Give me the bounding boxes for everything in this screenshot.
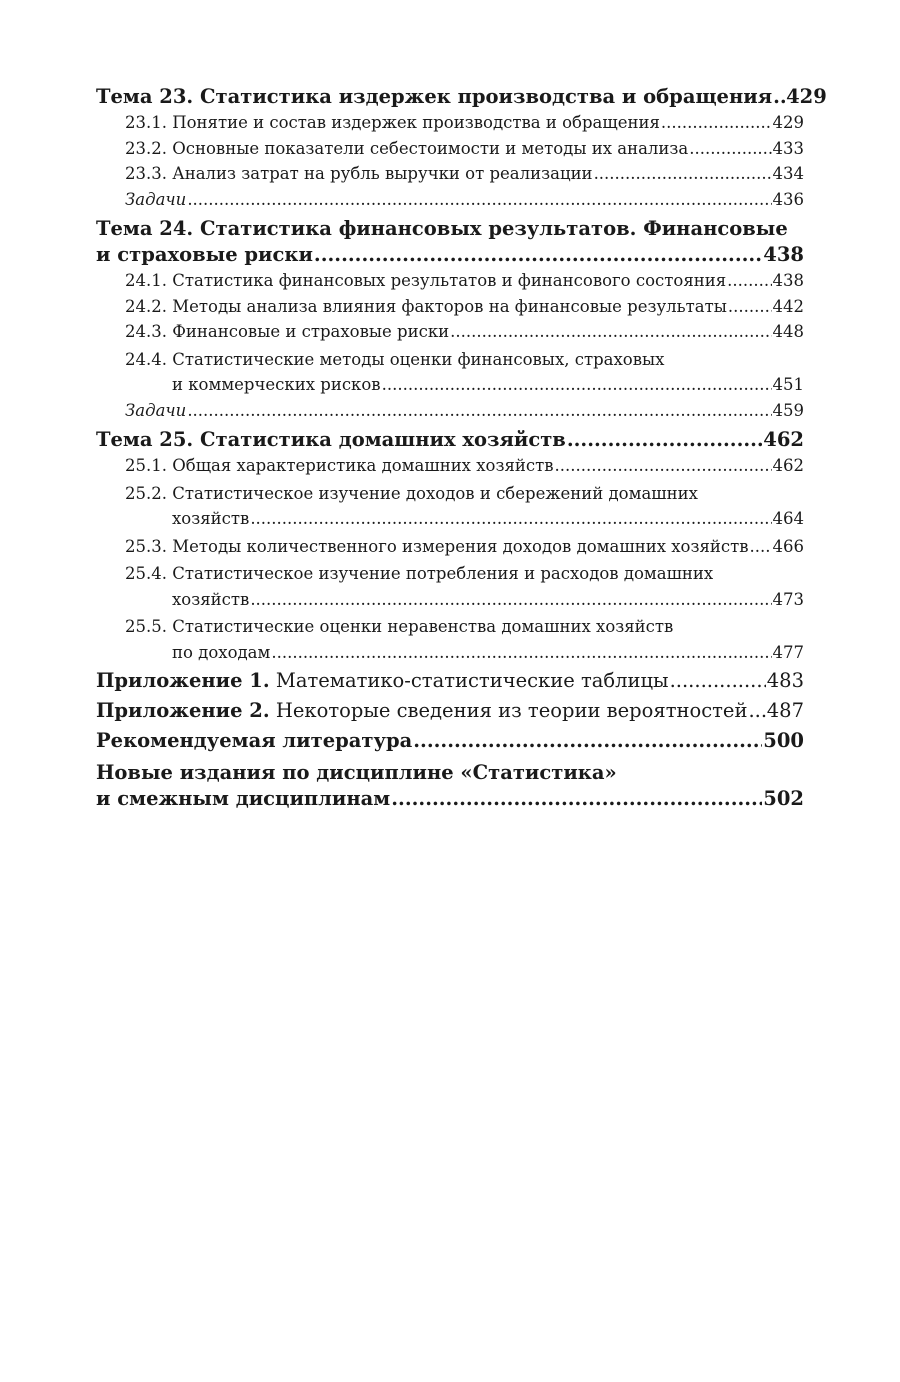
toc-entry-25-4[interactable]: [96, 587, 804, 613]
toc-page-number: 448: [772, 322, 804, 341]
dot-leader: [271, 640, 771, 666]
toc-entry-25-1[interactable]: [96, 453, 804, 479]
toc-entry-24-2[interactable]: [96, 294, 804, 320]
toc-entry-topic-24[interactable]: [96, 242, 804, 268]
toc-entry-23-2[interactable]: [96, 136, 804, 162]
toc-entry-24-4-line1[interactable]: 24.4. Статистические методы оценки финансовых, страховых: [125, 349, 665, 369]
appendix-label: Приложение 1.: [96, 669, 270, 692]
dot-leader: [391, 786, 762, 812]
toc-entry-title: Рекомендуемая литература: [96, 729, 413, 752]
toc-entry-title: Задачи: [125, 400, 187, 420]
toc-entry-literature[interactable]: [96, 726, 804, 756]
toc-entry-title: хозяйств: [172, 509, 250, 528]
dot-leader: [661, 110, 772, 136]
toc-entry-title: и коммерческих рисков: [172, 375, 381, 394]
toc-entry-topic-24-line1[interactable]: Тема 24. Статистика финансовых результатов. Финансовые: [96, 217, 788, 240]
appendix-label: Приложение 2.: [96, 699, 270, 722]
dot-leader: [689, 136, 771, 162]
toc-entry-title: 25.1. Общая характеристика домашних хозяйств: [125, 456, 554, 475]
toc-topic-24: [96, 216, 804, 423]
toc-entry-24-tasks[interactable]: [96, 398, 804, 424]
toc-entry-title: Задачи: [125, 189, 187, 209]
toc-entry-title: 24.1. Статистика финансовых результатов и финансового состояния: [125, 271, 727, 290]
toc-entry-25-5-line1[interactable]: 25.5. Статистические оценки неравенства домашних хозяйств: [125, 617, 674, 636]
dot-leader: [670, 666, 766, 696]
toc-topic-25: [96, 427, 804, 665]
toc-page-number: 500: [763, 729, 804, 752]
toc-page-number: 434: [772, 164, 804, 183]
dot-leader: [750, 534, 772, 560]
toc-page-number: 459: [772, 400, 804, 420]
dot-leader: [555, 453, 772, 479]
toc-page-number: 462: [763, 428, 804, 451]
toc-entry-title: и смежным дисциплинам: [96, 787, 391, 810]
toc-entry-title: Математико-статистические таблицы: [275, 669, 669, 692]
toc-entry-24-1[interactable]: [96, 268, 804, 294]
dot-leader: [450, 319, 771, 345]
toc-page-number: 438: [772, 271, 804, 290]
dot-leader: [748, 696, 765, 726]
dot-leader: [413, 726, 762, 756]
toc-entry-appendix-2[interactable]: [96, 696, 804, 726]
toc-page-number: 466: [772, 536, 804, 556]
dot-leader: [594, 161, 772, 187]
toc-entry-title: 24.2. Методы анализа влияния факторов на финансовые результаты: [125, 296, 727, 316]
toc-entry-25-2-line1[interactable]: 25.2. Статистическое изучение доходов и сбережений домашних: [125, 483, 698, 503]
toc-entry-title: Некоторые сведения из теории вероятностей: [275, 699, 748, 722]
toc-page-number: 429: [786, 85, 827, 108]
toc-page-number: 462: [772, 456, 804, 475]
toc-entry-title: Тема 25. Статистика домашних хозяйств: [96, 428, 566, 451]
toc-page-number: 502: [763, 787, 804, 810]
toc-entry-title: 23.1. Понятие и состав издержек производства и обращения: [125, 113, 660, 132]
dot-leader: [567, 427, 762, 453]
toc-page-number: 433: [772, 138, 804, 158]
toc-entry-25-2[interactable]: [96, 506, 804, 532]
toc-topic-23: [96, 84, 827, 212]
toc-page-number: 487: [766, 699, 804, 722]
toc-entry-23-tasks[interactable]: [96, 187, 804, 213]
dot-leader: [382, 372, 772, 398]
toc-entry-new-editions-line1[interactable]: Новые издания по дисциплине «Статистика»: [96, 761, 617, 784]
dot-leader: [773, 84, 785, 110]
toc-page-number: 451: [772, 375, 804, 394]
toc-entry-24-4[interactable]: [96, 372, 804, 398]
toc-entry-title: и страховые риски: [96, 243, 313, 266]
dot-leader: [728, 294, 772, 320]
toc-page-number: 483: [766, 669, 804, 692]
dot-leader: [250, 506, 771, 532]
toc-entry-23-1[interactable]: [96, 110, 804, 136]
toc-entry-25-5[interactable]: [96, 640, 804, 666]
toc-entry-topic-25[interactable]: [96, 427, 804, 453]
toc-page-number: 429: [772, 113, 804, 132]
toc-entry-new-editions[interactable]: [96, 786, 804, 812]
toc-entry-title: хозяйств: [172, 589, 250, 609]
toc-entry-appendix-1[interactable]: [96, 666, 804, 696]
toc-entry-25-4-line1[interactable]: 25.4. Статистическое изучение потребления и расходов домашних: [125, 564, 714, 583]
dot-leader: [187, 187, 771, 213]
toc-entry-title: Тема 23. Статистика издержек производства и обращения: [96, 85, 773, 108]
dot-leader: [187, 398, 771, 424]
dot-leader: [250, 587, 771, 613]
toc-page-number: 438: [763, 243, 804, 266]
toc-entry-title: 23.2. Основные показатели себестоимости и методы их анализа: [125, 138, 689, 158]
toc-entry-24-3[interactable]: [96, 319, 804, 345]
toc-page-number: 473: [772, 589, 804, 609]
dot-leader: [727, 268, 771, 294]
toc-page-number: 477: [772, 642, 804, 662]
dot-leader: [314, 242, 762, 268]
table-of-contents: [96, 84, 827, 812]
toc-entry-title: 25.3. Методы количественного измерения доходов домашних хозяйств: [125, 536, 749, 556]
toc-entry-title: по доходам: [172, 642, 271, 662]
toc-page-number: 464: [772, 509, 804, 528]
toc-page-number: 442: [772, 296, 804, 316]
toc-entry-23-3[interactable]: [96, 161, 804, 187]
toc-entry-25-3[interactable]: [96, 534, 804, 560]
toc-entry-title: 24.3. Финансовые и страховые риски: [125, 322, 450, 341]
toc-entry-topic-23[interactable]: [96, 84, 827, 110]
toc-entry-title: 23.3. Анализ затрат на рубль выручки от реализации: [125, 164, 593, 183]
toc-page-number: 436: [772, 189, 804, 209]
